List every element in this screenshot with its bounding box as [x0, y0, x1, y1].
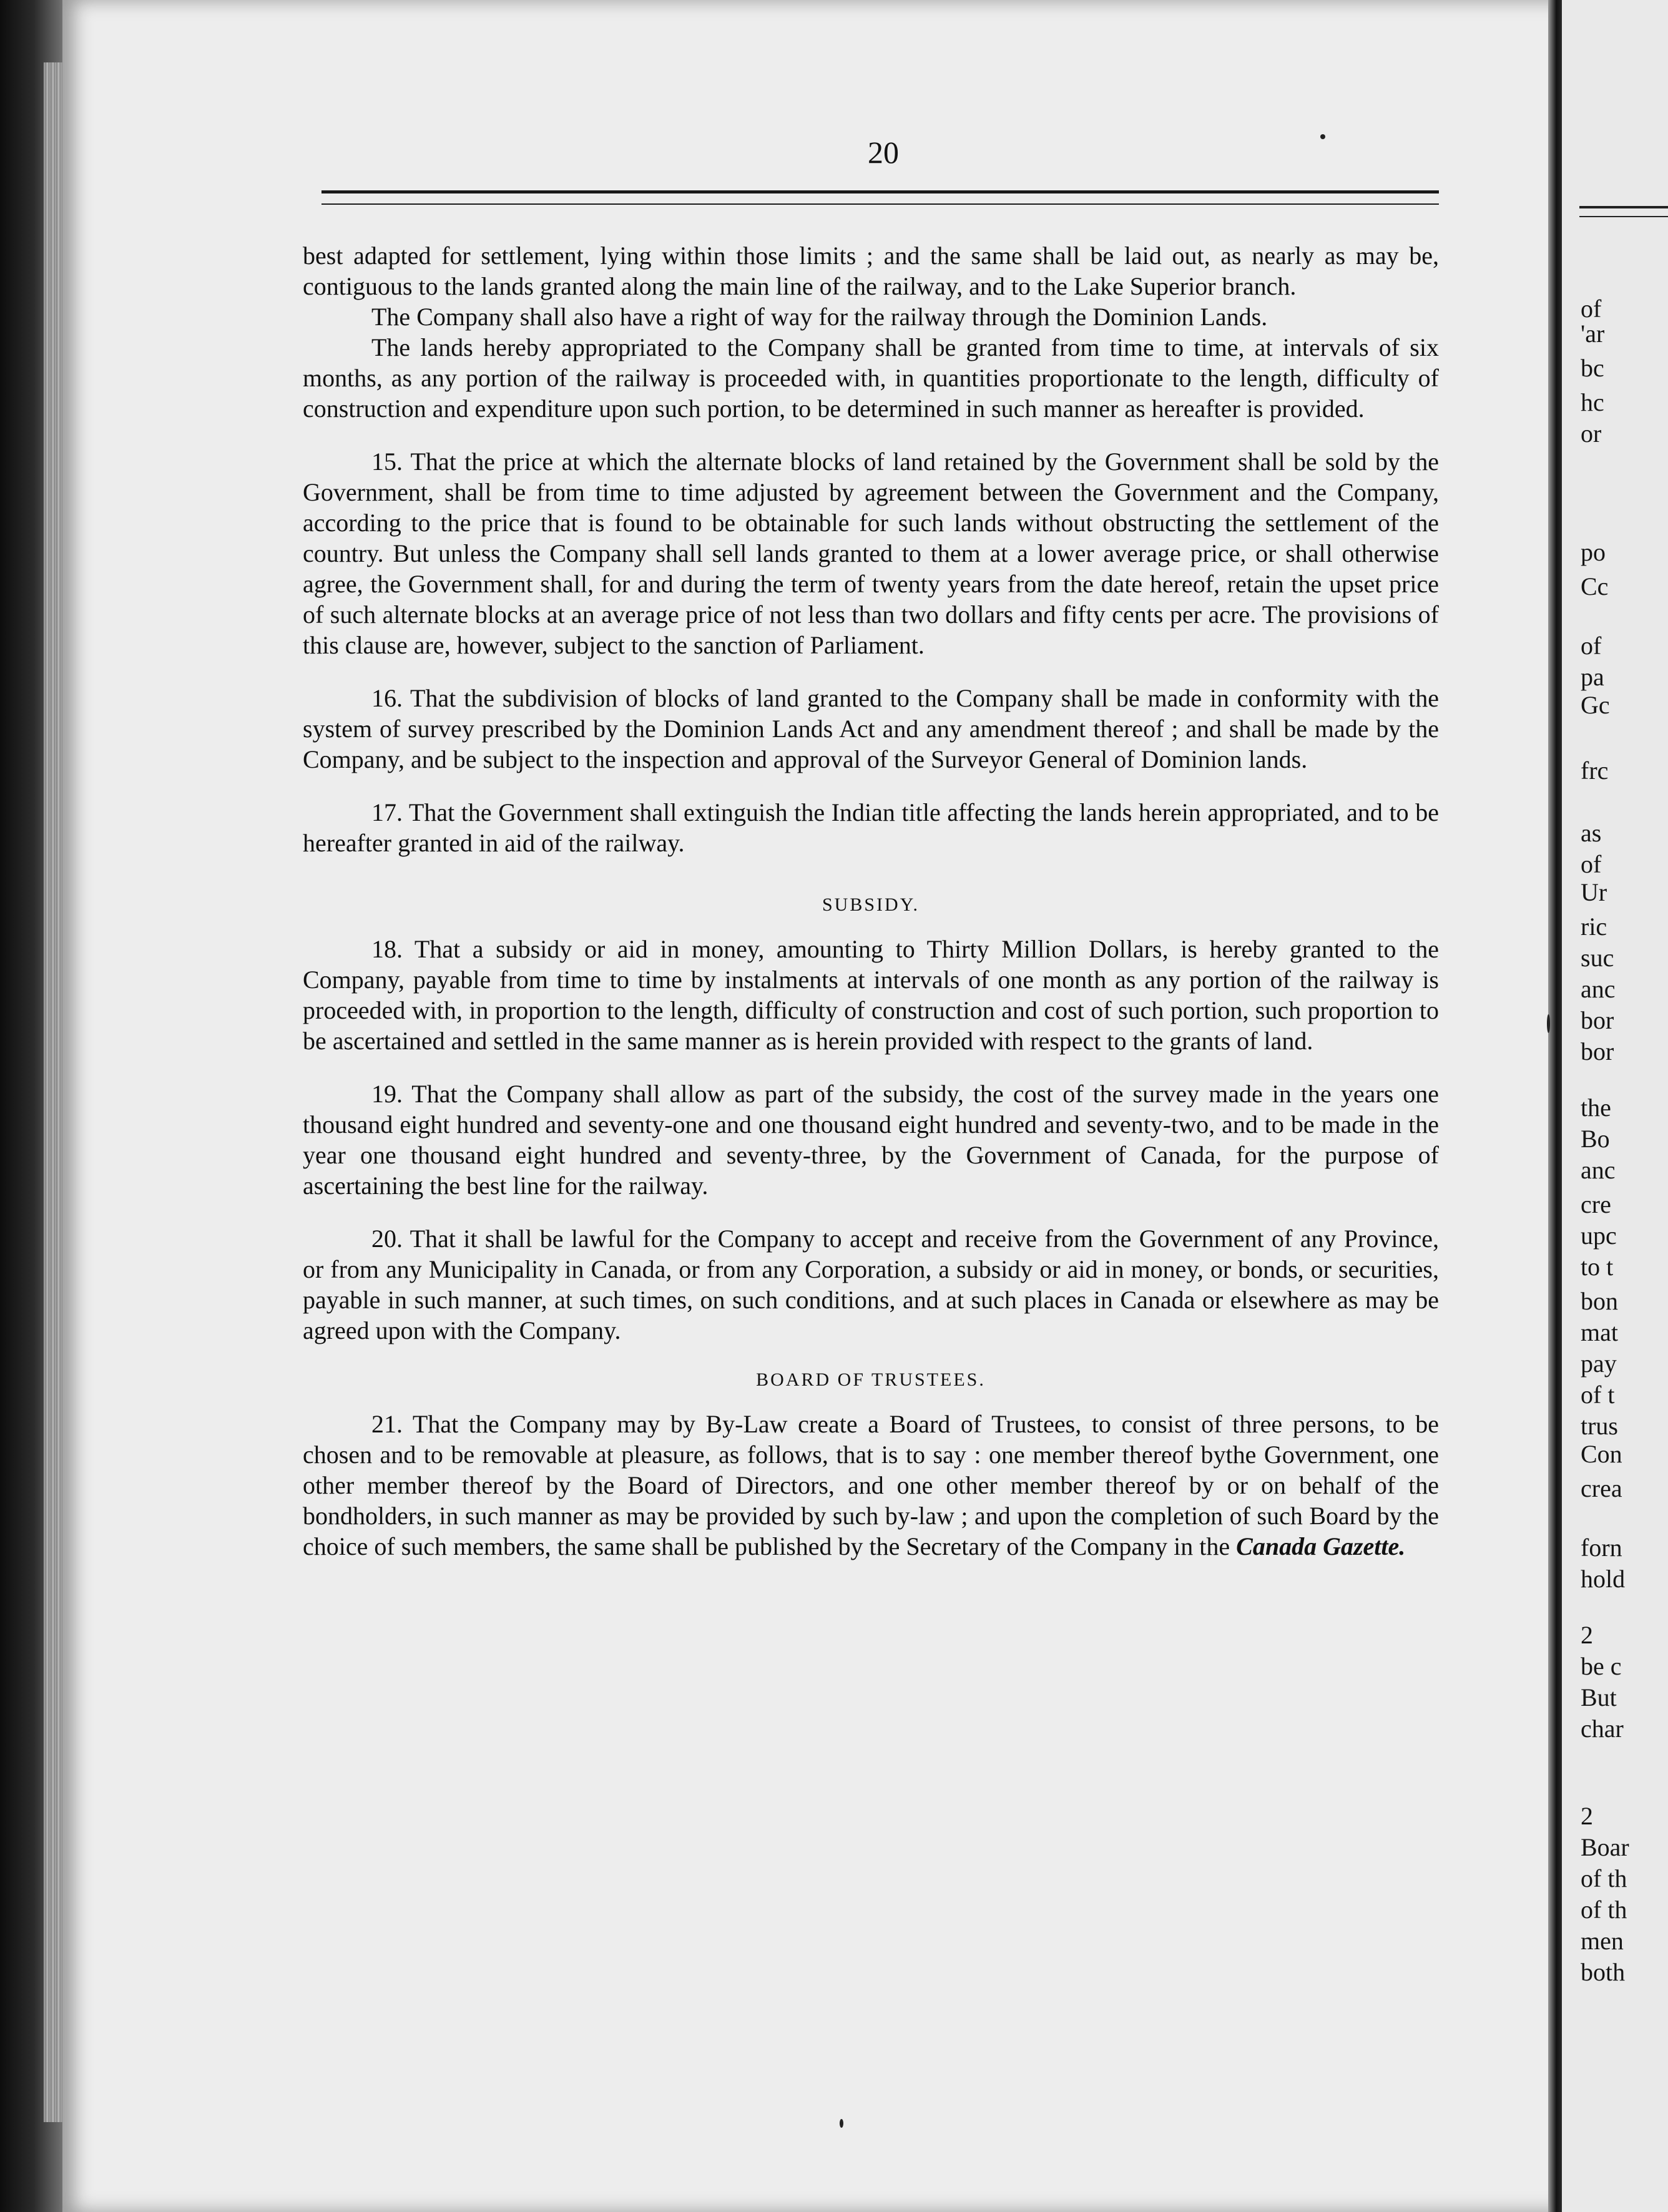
adjacent-page-fragment: cre	[1581, 1190, 1611, 1218]
adjacent-page-fragment: crea	[1581, 1474, 1622, 1502]
adjacent-page-fragment: 'ar	[1581, 320, 1605, 348]
adjacent-page-rule	[1579, 206, 1668, 217]
adjacent-page-fragment: 2	[1581, 1621, 1593, 1649]
adjacent-page-fragment: the	[1581, 1094, 1611, 1122]
adjacent-page-fragment: of th	[1581, 1896, 1627, 1924]
adjacent-page-fragment: bor	[1581, 1037, 1614, 1065]
clause-16: 16. That the subdivision of blocks of land granted to the Company shall be made in conformity with the system of survey prescribed by the Dominion Lands Act and any amendment thereof ; and shall be made by the Company, and be subject to the inspection and approval of the Surveyor General of Dominion lands.	[303, 684, 1439, 773]
paragraph-continued: best adapted for settlement, lying within those limits ; and the same shall be laid out, as nearly as may be, contiguous to the lands granted along the main line of the railway, and to the Lake Superior branch.	[303, 242, 1439, 300]
adjacent-page-fragment: frc	[1581, 756, 1609, 785]
adjacent-page-fragment: Bo	[1581, 1125, 1610, 1153]
canada-gazette-italic: Canada Gazette.	[1236, 1532, 1406, 1560]
clause-18: 18. That a subsidy or aid in money, amounting to Thirty Million Dollars, is hereby granted to the Company, payable from time to time by instalments at intervals of one month as any portion of the railway is proceeded with, in proportion to the length, difficulty of construction and cost of such portion, such proportion to be ascertained and settled in the same manner as is herein provided with respect to the grants of land.	[303, 935, 1439, 1055]
adjacent-page-fragment: Cc	[1581, 572, 1609, 600]
adjacent-page-fragment: bor	[1581, 1006, 1614, 1034]
adjacent-page-fragment: Boar	[1581, 1833, 1629, 1861]
adjacent-page-fragment: both	[1581, 1958, 1626, 1986]
adjacent-page-fragment: hold	[1581, 1565, 1626, 1593]
scan-speck	[1320, 134, 1325, 139]
paragraph-lands-appropriated: The lands hereby appropriated to the Company shall be granted from time to time, at intervals of six months, as any portion of the railway is proceeded with, in quantities proportionate to the length, difficulty of construction and expenditure upon such portion, to be determined in such manner as hereafter is provided.	[303, 333, 1439, 423]
adjacent-page-fragment: 2	[1581, 1802, 1593, 1830]
section-heading-board-of-trustees: BOARD OF TRUSTEES.	[756, 1369, 986, 1390]
adjacent-page-fragment: men	[1581, 1927, 1624, 1955]
paragraph-right-of-way: The Company shall also have a right of way for the railway through the Dominion Lands.	[371, 303, 1268, 331]
adjacent-page-fragment: upc	[1581, 1221, 1617, 1250]
page-body	[303, 240, 1439, 1562]
section-heading-subsidy: SUBSIDY.	[822, 894, 920, 915]
adjacent-page-fragment: mat	[1581, 1318, 1618, 1346]
adjacent-page-fragment: as	[1581, 819, 1602, 847]
clause-17: 17. That the Government shall extinguish the Indian title affecting the lands herein appropriated, and to be hereafter granted in aid of the railway.	[303, 798, 1439, 857]
clause-19: 19. That the Company shall allow as part of the subsidy, the cost of the survey made in the years one thousand eight hundred and seventy-one and one thousand eight hundred and seventy-two, and to be made in the year one thousand eight hundred and seventy-three, by the Government of Canada, for the purpose of ascertaining the best line for the railway.	[303, 1080, 1439, 1200]
clause-15: 15. That the price at which the alternate blocks of land retained by the Government shall be sold by the Government, shall be from time to time adjusted by agreement between the Government and the Company, according to the price that is found to be obtainable for such lands without obstructing the settlement of the country. But unless the Company shall sell lands granted to them at a lower average price, or shall otherwise agree, the Government shall, for and during the term of twenty years from the date hereof, retain the upset price of such alternate blocks at an average price of not less than two dollars and fifty cents per acre. The provisions of this clause are, however, subject to the sanction of Parliament.	[303, 448, 1439, 659]
adjacent-page-fragment: of	[1581, 850, 1602, 878]
adjacent-page-fragment: Gc	[1581, 691, 1610, 719]
book-gutter	[1548, 0, 1562, 2212]
header-double-rule	[321, 190, 1439, 205]
adjacent-page-fragment: bon	[1581, 1287, 1618, 1315]
adjacent-page-fragment: anc	[1581, 1156, 1616, 1184]
adjacent-page-fragment: anc	[1581, 975, 1616, 1003]
scan-speck	[1547, 1014, 1550, 1033]
adjacent-page-fragment: ric	[1581, 913, 1607, 941]
adjacent-page-fragment: po	[1581, 538, 1606, 566]
adjacent-page-fragment: hc	[1581, 388, 1604, 416]
scan-speck	[840, 2119, 843, 2128]
adjacent-page-fragment: pay	[1581, 1349, 1617, 1378]
adjacent-page-fragment: forn	[1581, 1534, 1622, 1562]
adjacent-page-fragment: of	[1581, 632, 1602, 660]
adjacent-page-fragment: of th	[1581, 1864, 1627, 1892]
adjacent-page-fragment: But	[1581, 1683, 1617, 1711]
adjacent-page-fragment: char	[1581, 1715, 1624, 1743]
adjacent-page-fragment: pa	[1581, 663, 1604, 691]
adjacent-page-fragment: trus	[1581, 1412, 1618, 1440]
adjacent-page-fragment: be c	[1581, 1652, 1622, 1680]
clause-21-text: 21. That the Company may by By-Law create a Board of Trustees, to consist of three persons, to be chosen and to be removable at pleasure, as follows, that is to say : one member thereof bythe Government, one other member thereof by the Board of Directors, and one other member thereof by or on behalf of the bondholders, in such manner as may be provided by such by-law ; and upon the completion of such Board by the choice of such members, the same shall be published by the Secretary of the Company in the	[303, 1410, 1439, 1560]
adjacent-page-fragment: of	[1581, 295, 1602, 323]
adjacent-page	[1562, 0, 1668, 2212]
adjacent-page-fragment: to t	[1581, 1253, 1614, 1281]
clause-21	[303, 1409, 1439, 1562]
page-number: 20	[868, 135, 899, 170]
adjacent-page-fragment: suc	[1581, 944, 1614, 972]
adjacent-page-fragment: of t	[1581, 1381, 1615, 1409]
adjacent-page-fragment: Con	[1581, 1440, 1622, 1468]
adjacent-page-fragment: or	[1581, 419, 1602, 448]
clause-20: 20. That it shall be lawful for the Company to accept and receive from the Government of any Province, or from any Municipality in Canada, or from any Corporation, a subsidy or aid in money, or bonds, or securities, payable in such manner, at such times, on such conditions, and at such places in Canada or elsewhere as may be agreed upon with the Company.	[303, 1225, 1439, 1344]
adjacent-page-fragment: bc	[1581, 354, 1604, 382]
adjacent-page-fragment: Ur	[1581, 878, 1607, 906]
